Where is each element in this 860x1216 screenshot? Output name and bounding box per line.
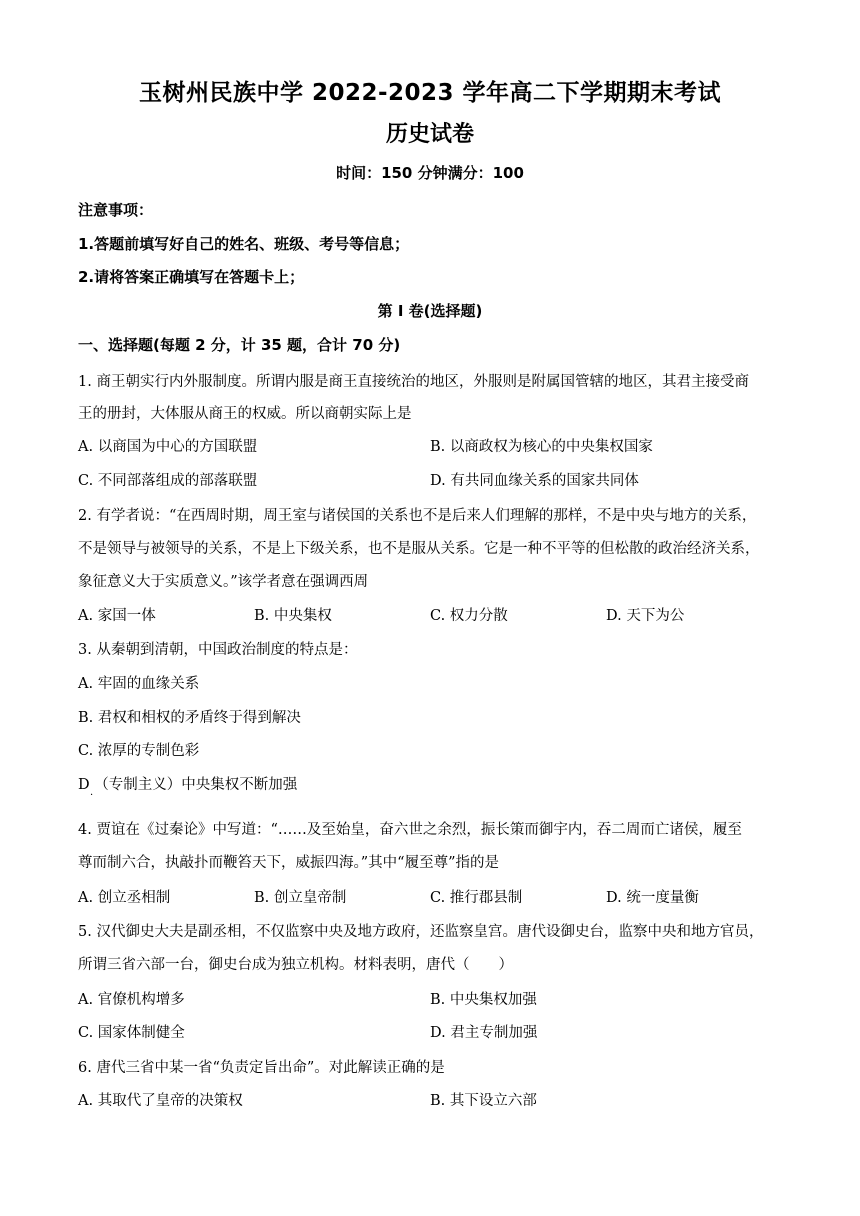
q6-option-b: B. 其下设立六部 — [430, 1093, 537, 1109]
q2-option-a: A. 家国一体 — [78, 608, 156, 624]
q4-stem-line-2: 尊而制六合，执敲扑而鞭笞天下，威振四海。”其中“履至尊”指的是 — [78, 855, 499, 871]
q4-option-d: D. 统一度量衡 — [606, 890, 699, 906]
exam-subtitle: 历史试卷 — [385, 122, 474, 147]
q3-option-a: A. 牢固的血缘关系 — [78, 676, 200, 692]
q2-stem-line-1: 2. 有学者说：“在西周时期，周王室与诸侯国的关系也不是后来人们理解的那样，不是中央与地方的关系， — [78, 508, 757, 524]
q5-stem-line-2: 所谓三省六部一台，御史台成为独立机构。材料表明，唐代（ ） — [78, 957, 513, 973]
q1-option-a: A. 以商国为中心的方国联盟 — [78, 439, 258, 455]
q2-option-c: C. 权力分散 — [430, 608, 508, 624]
notice-item-2: 2.请将答案正确填写在答题卡上； — [78, 268, 305, 286]
notice-heading: 注意事项： — [78, 201, 154, 219]
q2-option-d: D. 天下为公 — [606, 608, 685, 624]
q1-option-b: B. 以商政权为核心的中央集权国家 — [430, 439, 653, 455]
notice-item-1: 1.答题前填写好自己的姓名、班级、考号等信息； — [78, 235, 410, 253]
q6-option-a: A. 其取代了皇帝的决策权 — [78, 1093, 243, 1109]
time-info: 时间：150 分钟满分：100 — [336, 164, 524, 182]
q2-stem-line-2: 不是领导与被领导的关系，不是上下级关系，也不是服从关系。它是一种不平等的但松散的政治经济关系， — [78, 541, 760, 557]
q1-option-d: D. 有共同血缘关系的国家共同体 — [430, 473, 639, 489]
exam-title: 玉树州民族中学 2022-2023 学年高二下学期期末考试 — [138, 80, 722, 106]
q5-option-c: C. 国家体制健全 — [78, 1025, 185, 1041]
q4-option-b: B. 创立皇帝制 — [254, 890, 347, 906]
q5-option-d: D. 君主专制加强 — [430, 1025, 538, 1041]
section-title: 一、选择题(每题 2 分，计 35 题，合计 70 分) — [78, 336, 401, 354]
q1-stem-line-1: 1. 商王朝实行内外服制度。所谓内服是商王直接统治的地区，外服则是附属国管辖的地区，其君主接受商 — [78, 374, 749, 390]
q2-stem-line-3: 象征意义大于实质意义。”该学者意在强调西周 — [78, 574, 369, 590]
q5-option-a: A. 官僚机构增多 — [78, 992, 185, 1008]
q3-option-d: D （专制主义）中央集权不断加强 — [78, 777, 298, 793]
q4-option-c: C. 推行郡县制 — [430, 890, 523, 906]
volume-title: 第 I 卷(选择题) — [377, 302, 483, 320]
q4-option-a: A. 创立丞相制 — [78, 890, 171, 906]
q1-option-c: C. 不同部落组成的部落联盟 — [78, 473, 258, 489]
q6-stem-line-1: 6. 唐代三省中某一省“负责定旨出命”。对此解读正确的是 — [78, 1060, 445, 1076]
q4-stem-line-1: 4. 贾谊在《过秦论》中写道：“……及至始皇，奋六世之余烈，振长策而御宇内，吞二周而亡诸侯，履至 — [78, 822, 742, 838]
q2-option-b: B. 中央集权 — [254, 608, 332, 624]
q5-option-b: B. 中央集权加强 — [430, 992, 537, 1008]
q3-stem-line-1: 3. 从秦朝到清朝，中国政治制度的特点是： — [78, 642, 358, 658]
q3-option-b: B. 君权和相权的矛盾终于得到解决 — [78, 710, 301, 726]
small-dot-mark: · — [90, 790, 94, 801]
q5-stem-line-1: 5. 汉代御史大夫是副丞相，不仅监察中央及地方政府，还监察皇宫。唐代设御史台，监察中央和地方官员， — [78, 924, 764, 940]
q1-stem-line-2: 王的册封，大体服从商王的权威。所以商朝实际上是 — [78, 406, 412, 422]
q3-option-c: C. 浓厚的专制色彩 — [78, 743, 200, 759]
